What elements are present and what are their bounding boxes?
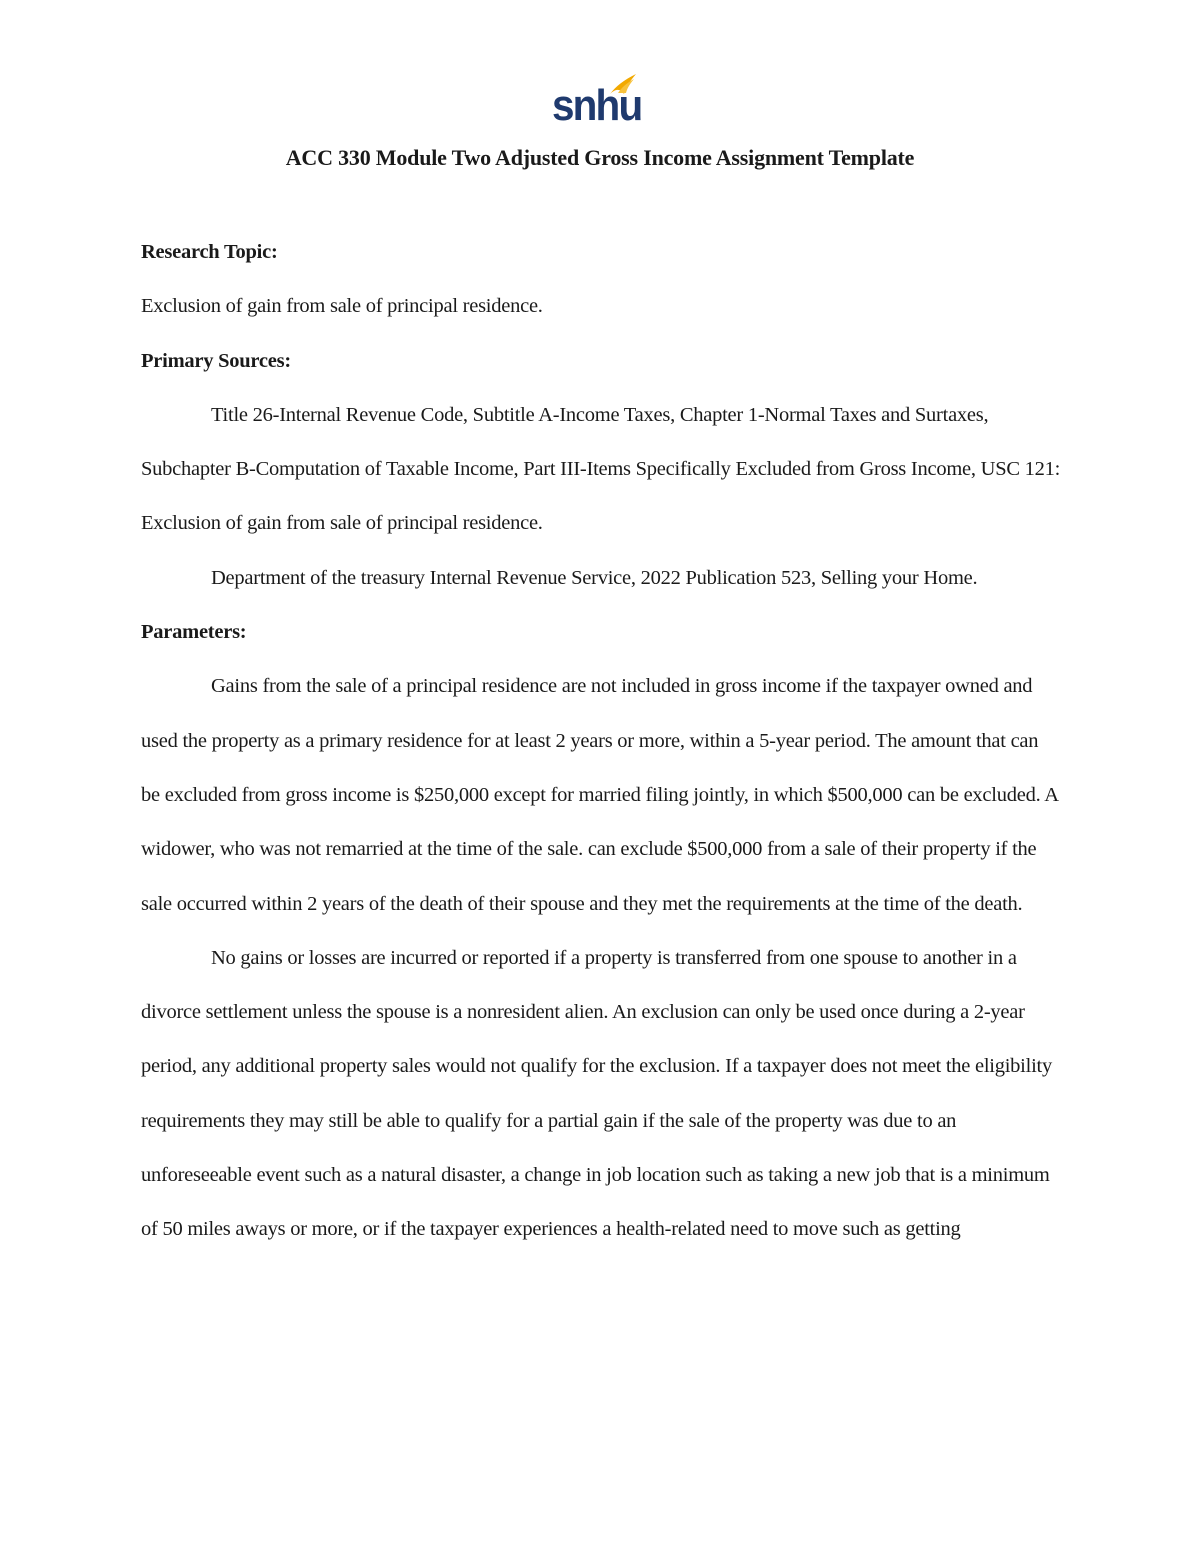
snhu-logo — [552, 70, 644, 134]
research-topic-heading: Research Topic: — [141, 241, 278, 263]
parameters-heading: Parameters: — [141, 621, 247, 644]
research-topic-text: Exclusion of gain from sale of principal residence. — [141, 295, 543, 318]
primary-source-2: Department of the treasury Internal Revenue Service, 2022 Publication 523, Selling your Home. — [211, 566, 978, 589]
parameters-paragraph-1: Gains from the sale of a principal residence are not included in gross income if the taxpayer owned and used the property as a primary residence for at least 2 years or more, within a 5-year period. The amount that can be excluded from gross income is $250,000 except for married filing jointly, in which $500,000 can be excluded. A widower, who was not remarried at the time of the sale. can exclude $500,000 from a sale of their property if the sale occurred within 2 years of the death of their spouse and they met the requirements at the time of the death. — [141, 675, 1058, 915]
document-body — [141, 225, 1061, 1257]
primary-sources-heading: Primary Sources: — [141, 349, 291, 372]
primary-source-1: Title 26-Internal Revenue Code, Subtitle A-Income Taxes, Chapter 1-Normal Taxes and Surtaxes, Subchapter B-Computation of Taxable Income, Part III-Items Specifically Excluded from Gross Income, USC 121: Exclusion of gain from sale of principal residence. — [141, 403, 1061, 535]
page-title: ACC 330 Module Two Adjusted Gross Income Assignment Template — [285, 145, 915, 170]
parameters-paragraph-2: No gains or losses are incurred or reported if a property is transferred from one spouse to another in a divorce settlement unless the spouse is a nonresident alien. An exclusion can only be used once during a 2-year period, any additional property sales would not qualify for the exclusion. If a taxpayer does not meet the eligibility requirements they may still be able to qualify for a partial gain if the sale of the property was due to an unforeseeable event such as a natural disaster, a change in job location such as taking a new job that is a minimum of 50 miles aways or more, or if the taxpayer experiences a health-related need to move such as getting — [141, 946, 1052, 1241]
logo-wordmark: snhu — [552, 81, 642, 130]
